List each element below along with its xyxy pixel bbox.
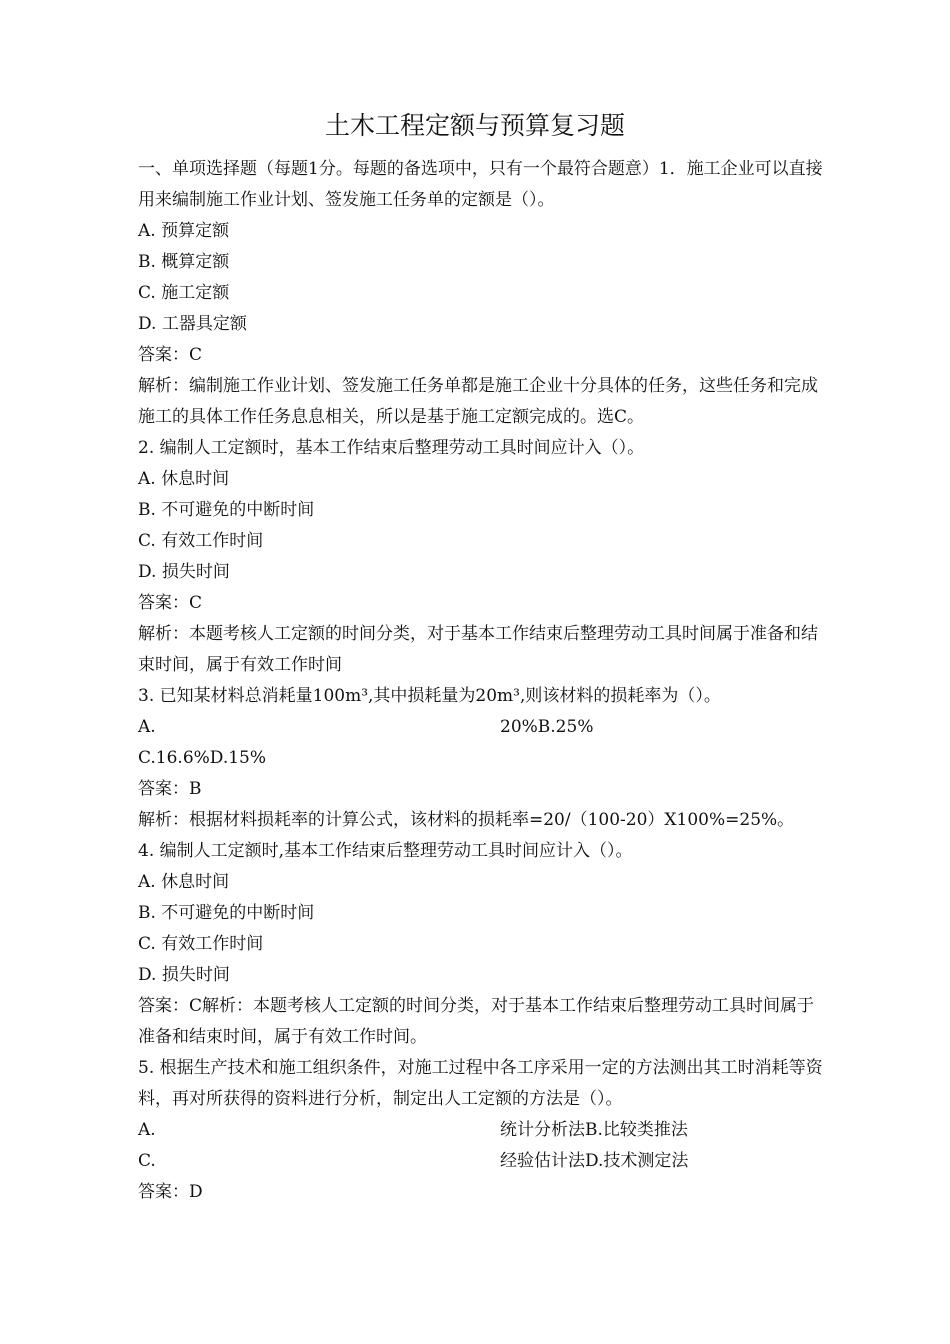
section-intro: 一、单项选择题（每题1分。每题的备选项中，只有一个最符合题意）1．施工企业可以直接用来编制施工作业计划、签发施工任务单的定额是（）。	[138, 159, 823, 210]
q1-analysis: 解析：编制施工作业计划、签发施工任务单都是施工企业十分具体的任务，这些任务和完成施工的具体工作任务息息相关，所以是基于施工定额完成的。选C。	[138, 376, 818, 427]
q5-option-a-label: A.	[138, 1120, 156, 1140]
q2-analysis: 解析：本题考核人工定额的时间分类，对于基本工作结束后整理劳动工具时间属于准备和结束时间，属于有效工作时间	[138, 624, 818, 675]
q1-option-a: A. 预算定额	[138, 221, 230, 241]
q3-option-ab-values: 20%B.25%	[500, 717, 594, 737]
q3-option-a-label: A.	[138, 717, 156, 737]
q3-options-row-2: C.16.6%D.15%	[138, 748, 267, 768]
q5-options-row-2	[138, 1146, 828, 1177]
q2-stem: 2. 编制人工定额时，基本工作结束后整理劳动工具时间应计入（）。	[138, 438, 645, 458]
q4-option-a: A. 休息时间	[138, 872, 230, 892]
q2-option-c: C. 有效工作时间	[138, 531, 264, 551]
q4-answer-analysis: 答案：C解析：本题考核人工定额的时间分类，对于基本工作结束后整理劳动工具时间属于准备和结束时间，属于有效工作时间。	[138, 996, 815, 1047]
q4-option-d: D. 损失时间	[138, 965, 230, 985]
q1-option-c: C. 施工定额	[138, 283, 230, 303]
q2-option-b: B. 不可避免的中断时间	[138, 500, 315, 520]
q3-stem: 3. 已知某材料总消耗量100m³,其中损耗量为20m³,则该材料的损耗率为（）。	[138, 686, 721, 706]
q5-option-cd-values: 经验估计法D.技术测定法	[500, 1151, 689, 1171]
q4-stem: 4. 编制人工定额时,基本工作结束后整理劳动工具时间应计入（）。	[138, 841, 633, 861]
q5-option-c-label: C.	[138, 1151, 156, 1171]
q3-answer: 答案：B	[138, 779, 202, 799]
q1-answer: 答案：C	[138, 345, 203, 365]
q3-analysis: 解析：根据材料损耗率的计算公式，该材料的损耗率=20/（100-20）X100%=25%。	[138, 810, 795, 830]
document-title: 土木工程定额与预算复习题	[324, 111, 625, 140]
q2-option-a: A. 休息时间	[138, 469, 230, 489]
q2-answer: 答案：C	[138, 593, 203, 613]
q4-option-b: B. 不可避免的中断时间	[138, 903, 315, 923]
q3-options-row-1	[138, 712, 828, 743]
q2-option-d: D. 损失时间	[138, 562, 230, 582]
q4-option-c: C. 有效工作时间	[138, 934, 264, 954]
q5-stem: 5. 根据生产技术和施工组织条件，对施工过程中各工序采用一定的方法测出其工时消耗等资料，再对所获得的资料进行分析，制定出人工定额的方法是（）。	[138, 1058, 823, 1109]
q5-option-ab-values: 统计分析法B.比较类推法	[500, 1120, 688, 1140]
q5-options-row-1	[138, 1115, 828, 1146]
document-body	[138, 154, 828, 1208]
q5-answer: 答案：D	[138, 1182, 203, 1202]
q1-option-b: B. 概算定额	[138, 252, 230, 272]
q1-option-d: D. 工器具定额	[138, 314, 247, 334]
